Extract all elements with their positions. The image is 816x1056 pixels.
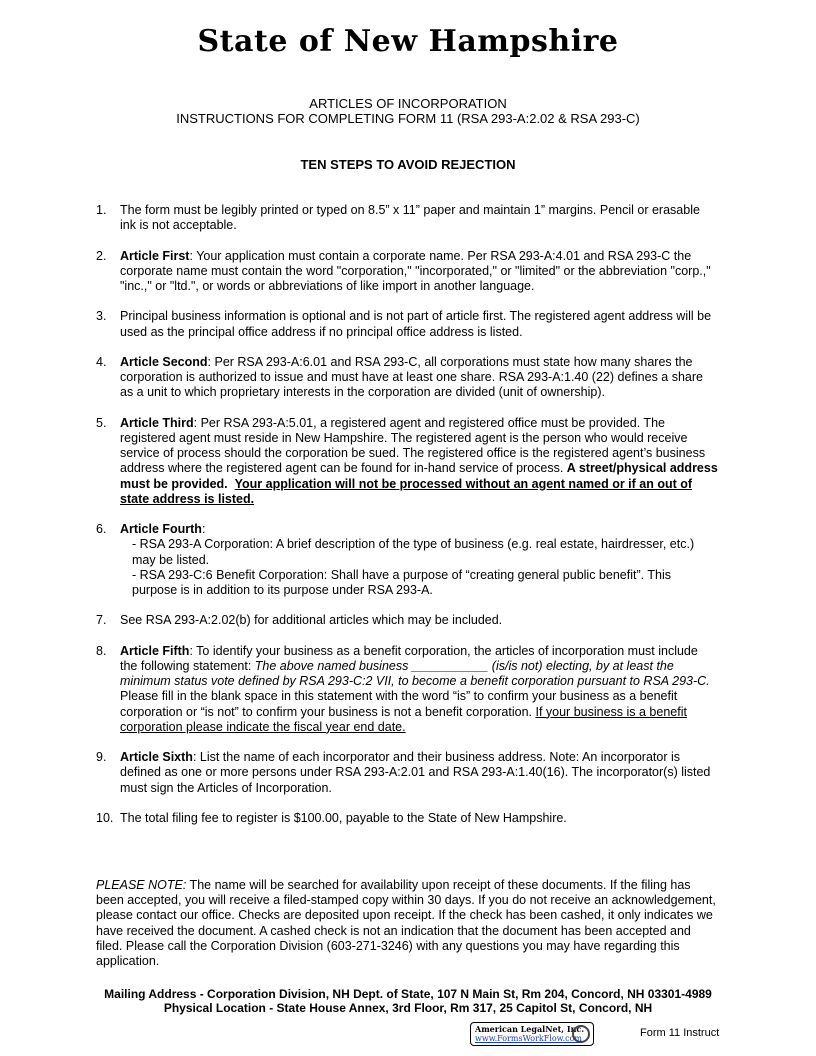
please-note <box>96 878 718 969</box>
step-number: 10. <box>96 810 114 825</box>
step-number: 7. <box>96 613 107 628</box>
logo-company: American LegalNet, Inc. <box>475 1024 585 1034</box>
step-text: : List the name of each incorporator and their business address. Note: An incorporator is defined as one or more persons under RSA 293-A:2.01 and RSA 293-A:1.40(16). The incorporator(s) listed must sign the Articles of Incorporation. <box>120 750 711 795</box>
subitem-text: - RSA 293-C:6 Benefit Corporation: Shall have a purpose of “creating general public benefit”. This purpose is in addition to its purpose under RSA 293-A. <box>132 567 671 597</box>
step-text: The total filing fee to register is $100.00, payable to the State of New Hampshire. <box>120 810 567 825</box>
step-label: Article Sixth <box>120 750 193 765</box>
step-text: Principal business information is optional and is not part of article first. The registered agent address will be used as the principal office address if no principal office address is listed. <box>120 309 712 339</box>
step-text: Please fill in the blank space in this statement with the word “is” to confirm your business as a benefit corporation or “is not” to confirm your business is not a benefit corporation. <box>120 689 678 719</box>
list-item <box>96 355 718 401</box>
step-number: 8. <box>96 643 107 658</box>
step-italic-text: The above named business ___________ (is/is not) electing, by at least the minimum status vote defined by RSA 293-C:2 VII, to become a benefit corporation pursuant to RSA 293-C. <box>120 658 710 689</box>
list-item <box>96 644 718 735</box>
note-text: The name will be searched for availability upon receipt of these documents. If the filing has been accepted, you will receive a filed-stamped copy within 30 days. If you do not receive an acknowledgement, please contact our office. Checks are deposited upon receipt. If the check has been cashed, it only indicates we have received the document. A cashed check is not an indication that the document has been accepted and filed. Please call the Corporation Division (603-271-3246) with any questions you may have regarding this application. <box>96 878 716 969</box>
list-item <box>96 416 718 507</box>
step-number: 1. <box>96 203 107 217</box>
note-label: PLEASE NOTE: <box>96 878 187 892</box>
publisher-logo[interactable] <box>470 1022 594 1046</box>
list-item <box>96 613 718 628</box>
step-number: 2. <box>96 248 107 263</box>
list-item <box>96 203 718 233</box>
step-number: 6. <box>96 522 107 537</box>
step-label: Article First <box>120 248 190 263</box>
step-text: See RSA 293-A:2.02(b) for additional articles which may be included. <box>120 613 503 628</box>
document-title: ARTICLES OF INCORPORATION <box>309 96 507 111</box>
step-text: : Per RSA 293-A:5.01, a registered agent and registered office must be provided. The registered agent must reside in New Hampshire. The registered agent is the person who would receive service of process should the corporation be sued. The registered office is the registered agent’s business address where the registered agent can be found for in-hand service of process. <box>120 415 706 476</box>
step-text: : To identify your business as a benefit corporation, the articles of incorporation must include the following statement: <box>120 643 698 673</box>
step-subitem <box>120 537 718 567</box>
mailing-address: Mailing Address - Corporation Division, NH Dept. of State, 107 N Main St, Rm 204, Concord, NH 03301-4989 <box>104 987 712 1001</box>
list-item <box>96 249 718 295</box>
step-number: 3. <box>96 309 107 324</box>
step-number: 9. <box>96 750 107 765</box>
state-title: State of New Hampshire <box>197 24 619 59</box>
step-label: Article Second <box>120 354 208 369</box>
step-bold-underline-text: Your application will not be processed without an agent named or if an out of state address is listed. <box>120 476 693 506</box>
step-number: 4. <box>96 354 107 369</box>
document-subtitle: INSTRUCTIONS FOR COMPLETING FORM 11 (RSA 293-A:2.02 & RSA 293-C) <box>176 111 640 126</box>
list-item <box>96 309 718 339</box>
list-item <box>96 750 718 796</box>
form-id-label: Form 11 Instruct <box>640 1027 720 1039</box>
step-text: The form must be legibly printed or typed on 8.5” x 11” paper and maintain 1” margins. Pencil or erasable ink is not acceptable. <box>120 203 700 233</box>
step-text: : <box>201 522 206 537</box>
step-label: Article Fourth <box>120 522 202 537</box>
step-subitem <box>120 568 718 598</box>
step-label: Article Third <box>120 415 194 430</box>
list-item <box>96 811 718 826</box>
step-text: : Per RSA 293-A:6.01 and RSA 293-C, all corporations must state how many shares the corporation is authorized to issue and must have at least one share. RSA 293-A:1.40 (22) defines a share as a unit to which proprietary interests in the corporation are divided (unit of ownership). <box>120 354 703 400</box>
logo-emblem-icon <box>572 1025 590 1043</box>
section-heading: TEN STEPS TO AVOID REJECTION <box>300 157 516 172</box>
steps-list <box>96 203 718 841</box>
subitem-text: - RSA 293-A Corporation: A brief description of the type of business (e.g. real estate, hairdresser, etc.) may be listed. <box>132 537 695 567</box>
list-item <box>96 522 718 598</box>
step-number: 5. <box>96 415 107 430</box>
step-text: : Your application must contain a corporate name. Per RSA 293-A:4.01 and RSA 293-C the corporate name must contain the word "corporation," "incorporated," or "limited" or the abbreviation "corp.," "inc.," or "ltd.", or words or abbreviations of like import in another language. <box>120 248 711 293</box>
physical-location: Physical Location - State House Annex, 3rd Floor, Rm 317, 25 Capitol St, Concord, NH <box>163 1001 653 1015</box>
step-bold-text: A street/physical address must be provided. <box>120 461 718 491</box>
step-underline-text: If your business is a benefit corporation please indicate the fiscal year end date. <box>120 704 687 734</box>
logo-link[interactable]: www.FormsWorkFlow.com <box>475 1034 582 1043</box>
step-label: Article Fifth <box>120 643 190 658</box>
